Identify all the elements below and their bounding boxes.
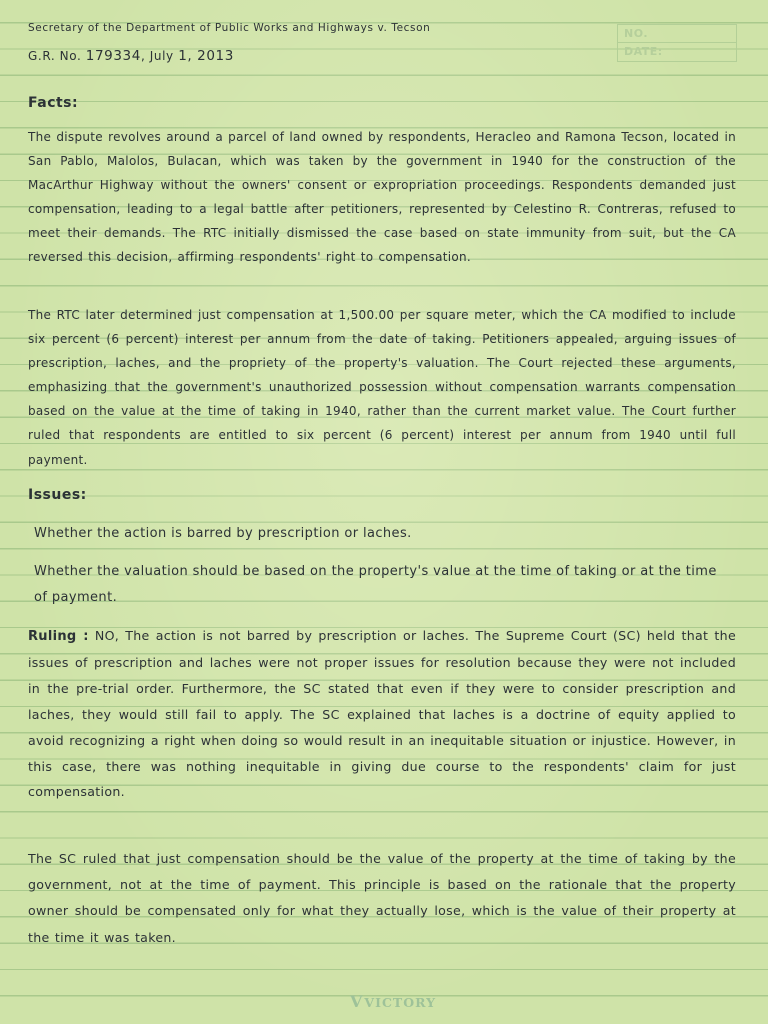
issue-item-1: Whether the action is barred by prescription or laches. [34,526,412,541]
victory-brand-logo [350,992,440,1011]
ruling-paragraph-1 [28,623,736,805]
ruling-text-1: NO, The action is not barred by prescription or laches. The Supreme Court (SC) held that the issues of prescription and laches were not proper issues for resolution because they were not included in the pre-trial order. Furthermore, the SC stated that even if they were to consider prescription and laches, they would still fail to apply. The SC explained that laches is a doctrine of equity applied to avoid recognizing a right when doing so would result in an inequitable situation or injustice. However, in this case, there was nothing inequitable in giving due course to the respondents' claim for just compensation. [28,628,736,800]
no-date-box [617,24,737,62]
facts-heading: Facts: [28,95,79,111]
no-label: NO. [624,27,648,40]
decision-date: 1, 2013 [178,48,234,64]
ruling-paragraph-2: The SC ruled that just compensation should be the value of the property at the time of taking by the government, not at the time of payment. This principle is based on the rationale that the property owner should be compensated only for what they actually lose, which is the value of their property at the time it was taken. [28,851,736,945]
date-label: DATE: [618,42,736,60]
brand-name: VICTORY [364,995,437,1010]
facts-paragraph-1: The dispute revolves around a parcel of land owned by respondents, Heracleo and Ramona Tecson, located in San Pablo, Malolos, Bulacan, which was taken by the government in 1940 for the construction of the MacArthur Highway without the owners' consent or expropriation proceedings. Respondents demanded just compensation, leading to a legal battle after petitioners, represented by Celestino R. Contreras, refused to meet their demands. The RTC initially dismissed the case based on state immunity from suit, but the CA reversed this decision, affirming respondents' right to compensation. [28,130,736,265]
issue-item-2: Whether the valuation should be based on the property's value at the time of taking or at the time of payment. [34,564,717,605]
facts-paragraph-2: The RTC later determined just compensation at 1,500.00 per square meter, which the CA modified to include six percent (6 percent) interest per annum from the date of taking. Petitioners appealed, arguing issues of prescription, laches, and the propriety of the property's valuation. The Court rejected these arguments, emphasizing that the government's unauthorized possession without compensation warrants compensation based on the value at the time of taking in 1940, rather than the current market value. The Court further ruled that respondents are entitled to six percent (6 percent) interest per annum from 1940 until full payment. [28,308,736,467]
gr-prefix: G.R. No. [28,49,82,63]
v-mark-icon: V [350,992,364,1011]
ruling-heading: Ruling : [28,629,89,644]
gr-number: 179334 [85,48,141,64]
case-citation: G.R. No. 179334, July 1, 2013 [28,48,234,64]
case-title: Secretary of the Department of Public Works and Highways v. Tecson [28,22,431,34]
issues-heading: Issues: [28,487,87,503]
decision-month: July [149,49,174,63]
